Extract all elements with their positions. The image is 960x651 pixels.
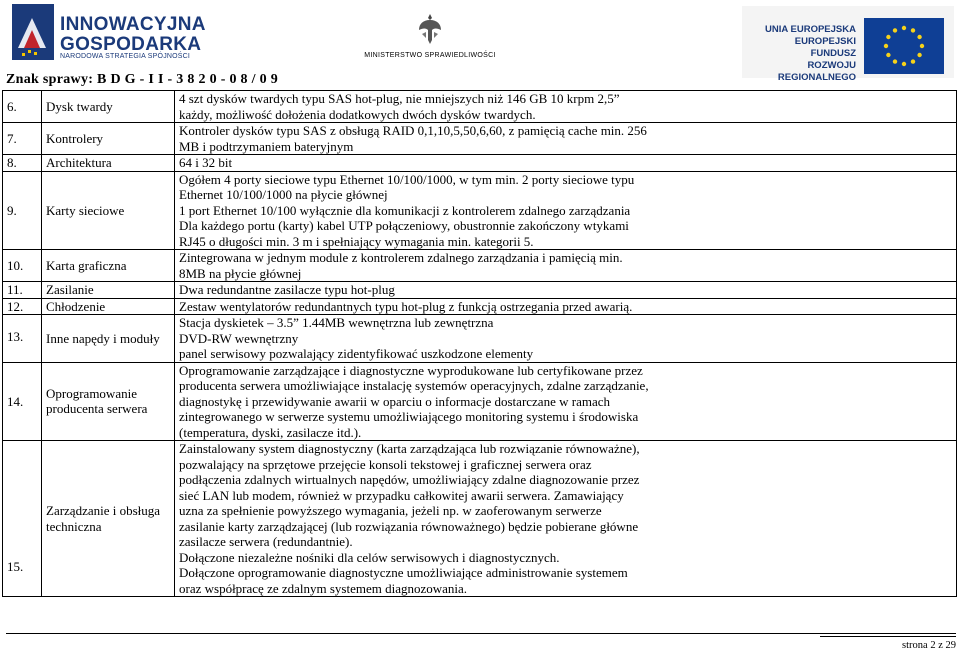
desc-line: Dołączone niezależne nośniki dla celów serwisowych i diagnostycznych. [179,549,560,565]
row-description [175,362,957,441]
table-row [3,171,957,250]
case-number: Znak sprawy: B D G - I I - 3 8 2 0 - 0 8 / 0 9 [6,72,279,87]
table-row [3,441,957,597]
desc-line: 1 port Ethernet 10/100 wyłącznie dla komunikacji z kontrolerem zdalnego zarządzania [179,202,631,218]
row-number: 11. [3,282,42,299]
ig-mark-icon [12,4,54,60]
table-row [3,315,957,363]
desc-line: panel serwisowy pozwalający zidentyfikować uszkodzone elementy [179,346,534,361]
table-row [3,282,957,299]
row-description [175,282,957,299]
desc-line: każdy, możliwość dołożenia dodatkowych dwóch dysków twardych. [179,106,536,122]
desc-line: 8MB na płycie głównej [179,265,302,281]
row-number: 13. [3,315,42,363]
page-footer [820,636,956,651]
row-number: 6. [3,91,42,123]
row-description [175,91,957,123]
desc-line: oraz współpracę ze zdalnym systemem diagnozowania. [179,580,468,596]
desc-line: 4 szt dysków twardych typu SAS hot-plug, nie mniejszych niż 146 GB 10 krpm 2,5” [179,91,620,106]
desc-line: RJ45 o długości min. 3 m i spełniający wymagania min. kategorii 5. [179,233,534,249]
row-name: Kontrolery [42,123,175,155]
desc-line: producenta serwera umożliwiające instalację systemów operacyjnych, zdalne zarządzanie, [179,378,649,393]
desc-line: Stacja dyskietek – 3.5” 1.44MB wewnętrzna lub zewnętrzna [179,315,494,330]
eu-text [756,24,856,84]
row-name: Zasilanie [42,282,175,299]
desc-line: Zainstalowany system diagnostyczny (karta zarządzająca lub rozwiązanie równoważne), [179,441,640,456]
desc-line: zasilacze serwera (redundantnie). [179,534,353,549]
table-row [3,298,957,315]
row-description [175,298,957,315]
desc-line: 64 i 32 bit [179,155,233,170]
eu-line1: UNIA EUROPEJSKA [765,24,856,35]
spec-table [2,90,957,597]
row-name: Architektura [42,155,175,172]
desc-line: Kontroler dysków typu SAS z obsługą RAID 0,1,10,5,50,6,60, z pamięcią cache min. 256 [179,123,647,138]
table-row [3,362,957,441]
row-description [175,123,957,155]
table-row [3,91,957,123]
row-number: 10. [3,250,42,282]
desc-line: uzna za spełnienie powyższego wymagania, jeżeli np. w zaoferowanym serwerze [179,503,602,518]
desc-line: sieć LAN lub modem, również w przypadku całkowitej awarii serwera. Zamawiający [179,487,624,503]
desc-line: zasilanie karty zarządzającej (lub rozwiązania równoważnego) będzie pobierane główne [179,518,639,534]
ministry-logo [350,8,510,64]
ministry-name: MINISTERSTWO SPRAWIEDLIWOŚCI [364,52,496,59]
ig-title-line2: GOSPODARKA [60,34,202,55]
table-row [3,123,957,155]
row-description [175,155,957,172]
innowacyjna-gospodarka-logo [12,4,206,64]
desc-line: Dla każdego portu (karty) kabel UTP połączeniowy, obustronnie zakończony wtykami [179,218,629,233]
row-name: Dysk twardy [42,91,175,123]
row-name: Chłodzenie [42,298,175,315]
ig-title-line1: INNOWACYJNA [60,14,206,35]
eu-flag-icon [864,18,944,74]
row-name: Karta graficzna [42,250,175,282]
row-name: Karty sieciowe [42,171,175,250]
row-number: 14. [3,362,42,441]
desc-line: Dwa redundantne zasilacze typu hot-plug [179,282,395,297]
page-number: strona 2 z 29 [902,640,956,651]
desc-line: podłączenia zdalnych wirtualnych napędów, umożliwiający zdalne diagnozowanie przez [179,472,640,487]
row-description [175,250,957,282]
footer-divider [6,633,956,634]
eu-logo [742,6,954,83]
row-name: Oprogramowanie producenta serwera [42,362,175,441]
row-name: Zarządzanie i obsługa techniczna [42,441,175,597]
row-number: 7. [3,123,42,155]
row-number: 9. [3,171,42,250]
eu-line2: EUROPEJSKI FUNDUSZ [794,36,856,59]
desc-line: MB i podtrzymaniem bateryjnym [179,138,354,154]
eu-line3: ROZWOJU REGIONALNEGO [777,60,856,83]
row-number: 8. [3,155,42,172]
desc-line: pozwalający na sprzętowe przejęcie konsoli tekstowej i graficznej serwera oraz [179,456,592,472]
table-row [3,250,957,282]
row-description [175,315,957,363]
desc-line: Zestaw wentylatorów redundantnych typu hot-plug z funkcją ostrzegania przed awarią. [179,298,633,314]
page-header [0,0,960,87]
table-row [3,155,957,172]
desc-line: (temperatura, dyski, zasilacze itd.). [179,424,362,440]
desc-line: diagnostykę i przewidywanie awarii w oparciu o informacje dostarczane w ramach [179,393,610,409]
row-number: 12. [3,298,42,315]
row-name: Inne napędy i moduły [42,315,175,363]
desc-line: Ogółem 4 porty sieciowe typu Ethernet 10/100/1000, w tym min. 2 porty sieciowe typu [179,171,635,187]
ig-subtitle: NARODOWA STRATEGIA SPÓJNOŚCI [60,53,191,60]
desc-line: Oprogramowanie zarządzające i diagnostyczne wyprodukowane lub certyfikowane przez [179,362,643,378]
eagle-emblem-icon [417,12,443,46]
row-number: 15. [3,441,42,597]
desc-line: DVD-RW wewnętrzny [179,330,299,346]
desc-line: zintegrowanego w serwerze systemu umożliwiającego monitoring systemu i środowiska [179,409,639,424]
desc-line: Zintegrowana w jednym module z kontrolerem zdalnego zarządzania i pamięcią min. [179,250,623,265]
row-description [175,171,957,250]
row-description [175,441,957,597]
desc-line: Dołączone oprogramowanie diagnostyczne umożliwiające administrowanie systemem [179,565,628,580]
desc-line: Ethernet 10/100/1000 na płycie głównej [179,187,388,202]
